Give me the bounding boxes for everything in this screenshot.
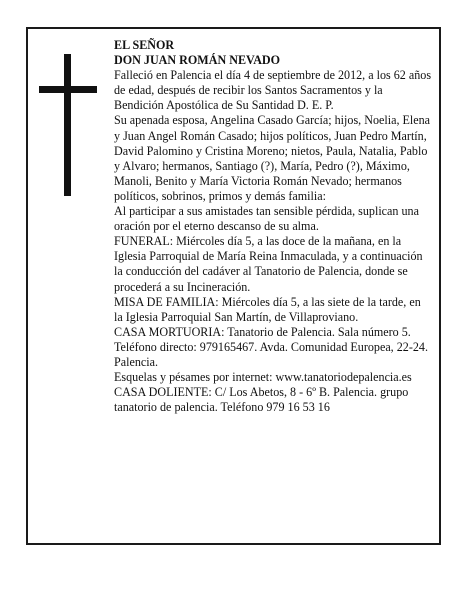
funeral-paragraph: FUNERAL: Miércoles día 5, a las doce de la mañana, en la Iglesia Parroquial de María Reina Inmaculada, y a continuación la conducción del cadáver al Tanatorio de Palencia, donde se procederá a su Incineración. — [114, 234, 423, 294]
request-paragraph: Al participar a sus amistades tan sensible pérdida, suplican una oración por el eterno descanso de su alma. — [114, 204, 419, 234]
family-mass-paragraph: MISA DE FAMILIA: Miércoles día 5, a las siete de la tarde, en la Iglesia Parroquial San Martín, de Villaproviano. — [114, 294, 421, 324]
obituary-text — [114, 38, 432, 415]
cross-horizontal-bar — [39, 86, 97, 93]
deceased-name: DON JUAN ROMÁN NEVADO — [114, 53, 281, 68]
family-paragraph: Su apenada esposa, Angelina Casado García; hijos, Noelia, Elena y Juan Angel Román Casado; hijos políticos, Juan Pedro Martín, David Palomino y Cristina Moreno; nietos, Paula, Natalia, Pablo y Alvaro; hermanos, Santiago (?), María, Pedro (?), Máximo, Manoli, Benito y María Victoria Román Nevado; hermanos políticos, sobrinos, primos y demás familia: — [114, 113, 431, 203]
mourning-house-paragraph: CASA DOLIENTE: C/ Los Abetos, 8 - 6º B. Palencia. grupo tanatorio de palencia. Teléfono 979 16 53 16 — [114, 385, 409, 415]
mortuary-paragraph: CASA MORTUORIA: Tanatorio de Palencia. Sala número 5. Teléfono directo: 979165467. Avda. Comunidad Europea, 22-24. Palencia. — [114, 324, 428, 369]
death-paragraph: Falleció en Palencia el día 4 de septiembre de 2012, a los 62 años de edad, después de recibir los Santos Sacramentos y la Bendición Apostólica de Su Santidad D. E. P. — [114, 68, 432, 113]
condolences-paragraph: Esquelas y pésames por internet: www.tanatoriodepalencia.es — [114, 370, 412, 385]
header-title: EL SEÑOR — [114, 38, 175, 52]
cross-vertical-bar — [64, 54, 71, 196]
